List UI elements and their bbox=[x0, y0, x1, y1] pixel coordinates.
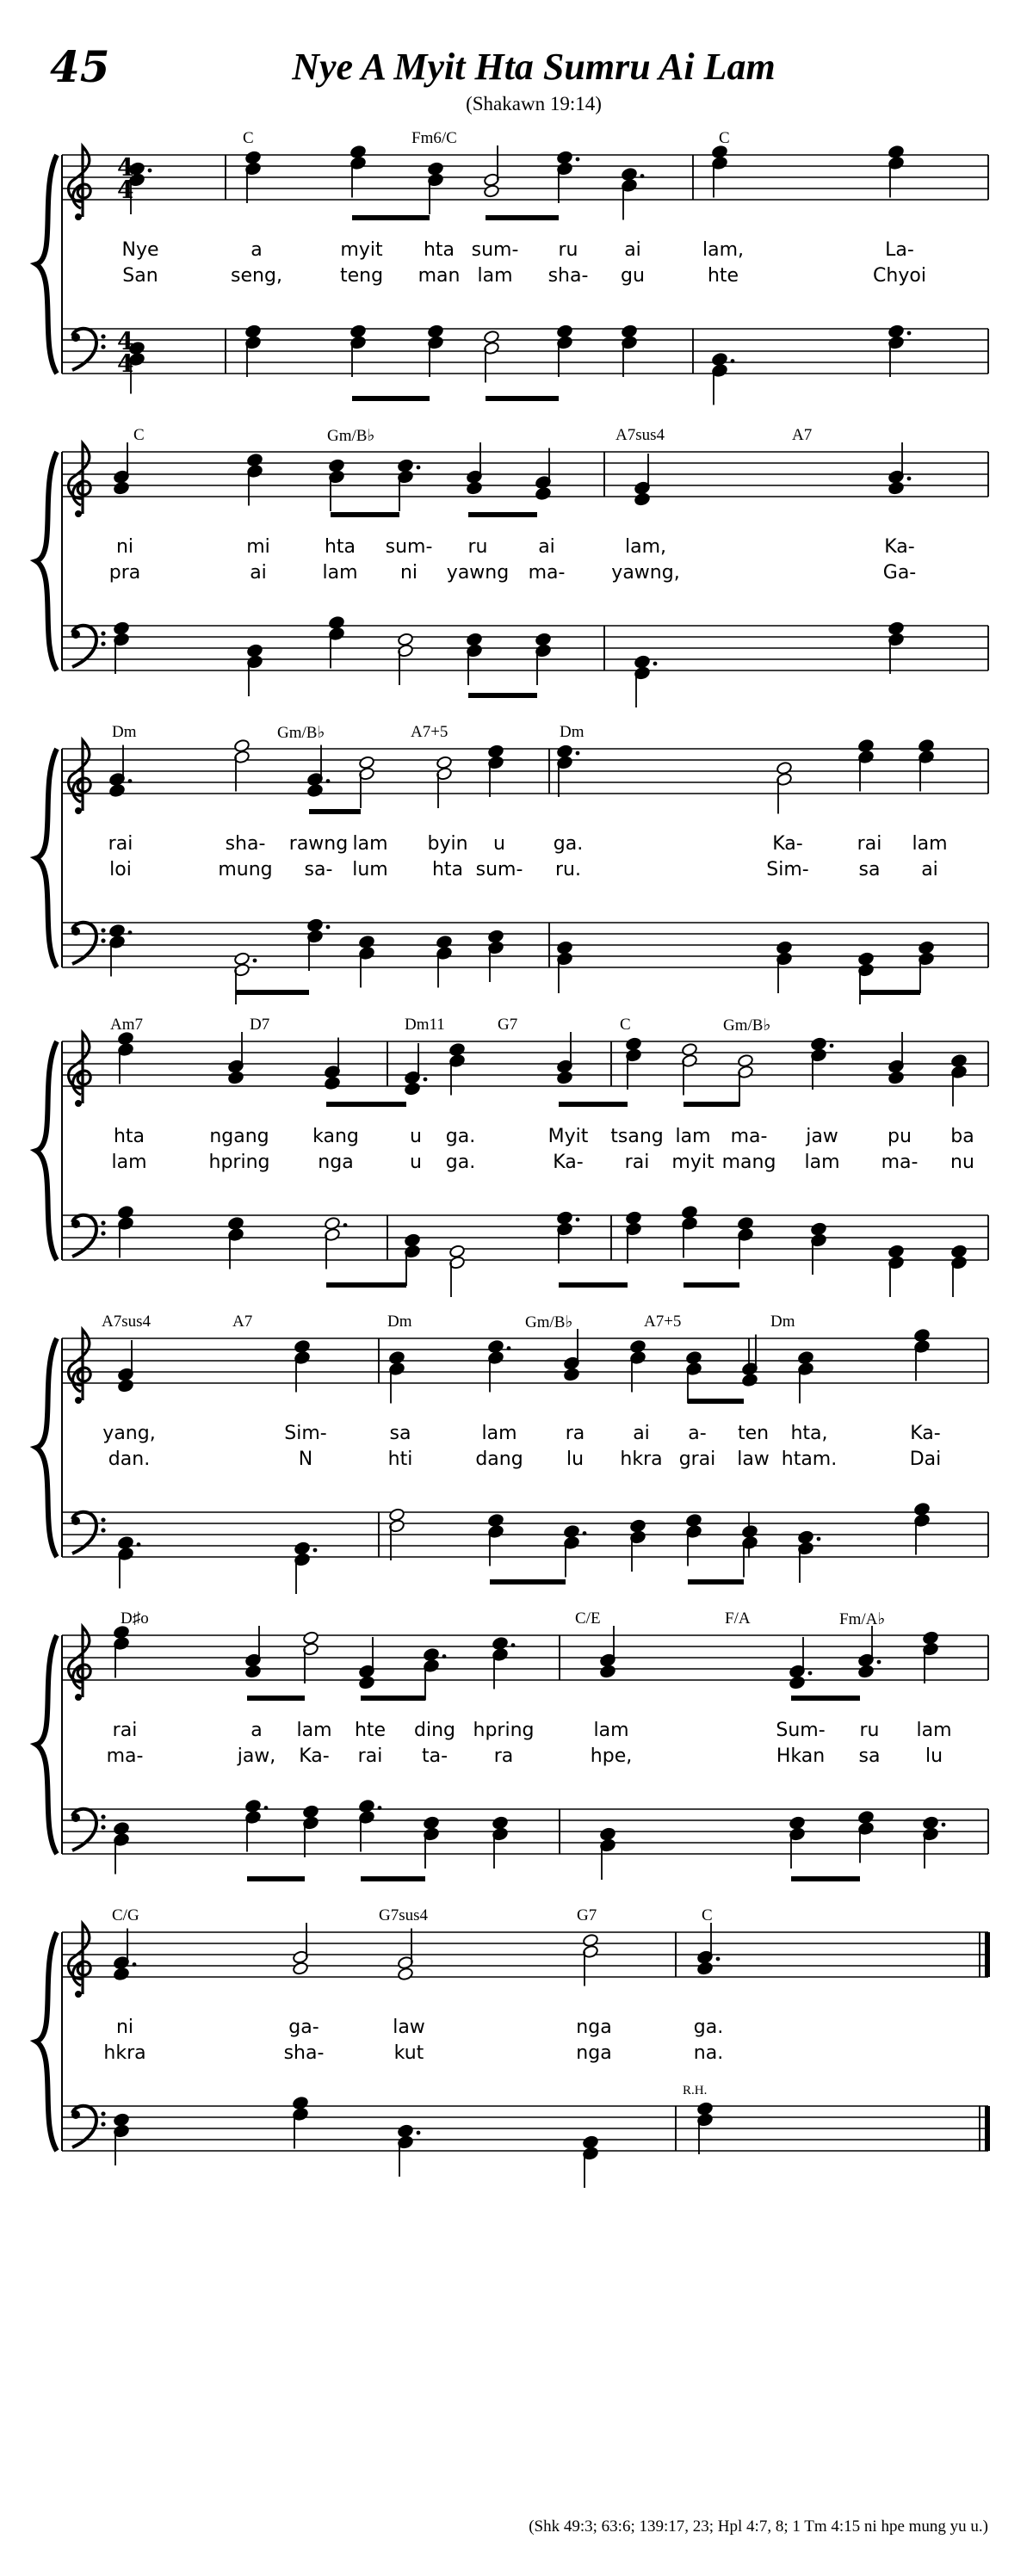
staff-system-graphic bbox=[0, 1906, 1033, 2199]
treble-clef-icon bbox=[69, 740, 91, 811]
chord-symbol: Am7 bbox=[110, 1016, 143, 1034]
lyric-syllable-verse-2: na. bbox=[693, 2042, 724, 2064]
hymn-number: 45 bbox=[50, 41, 110, 92]
lyric-syllable-verse-2: teng bbox=[339, 265, 384, 287]
lyric-syllable-verse-2: ga. bbox=[445, 1152, 476, 1173]
lyric-syllable-verse-2: mang bbox=[721, 1152, 776, 1173]
lyric-syllable-verse-1: ding bbox=[414, 1720, 455, 1741]
lyric-syllable-verse-2: lam bbox=[322, 562, 358, 584]
music-system bbox=[0, 1906, 1033, 2199]
lyric-syllable-verse-1: Ka- bbox=[884, 536, 915, 558]
lyric-syllable-verse-2: loi bbox=[109, 859, 132, 880]
system-brace-icon bbox=[36, 1041, 57, 1260]
lyric-syllable-verse-1: law bbox=[393, 2017, 425, 2038]
time-signature-digit: 4 bbox=[117, 327, 134, 355]
right-hand-marker: R.H. bbox=[683, 2084, 708, 2097]
lyric-syllable-verse-2: yawng, bbox=[611, 562, 680, 584]
lyric-syllable-verse-1: rai bbox=[108, 833, 133, 855]
lyric-syllable-verse-2: Sim- bbox=[766, 859, 809, 880]
lyric-syllable-verse-1: rai bbox=[857, 833, 882, 855]
lyric-syllable-verse-2: ma- bbox=[881, 1152, 919, 1173]
music-system bbox=[0, 129, 1033, 422]
lyric-syllable-verse-2: pra bbox=[108, 562, 141, 584]
lyric-syllable-verse-2: hkra bbox=[103, 2042, 146, 2064]
time-signature-digit: 4 bbox=[117, 176, 134, 204]
chord-symbol: C bbox=[620, 1016, 631, 1034]
lyric-syllable-verse-2: dang bbox=[475, 1449, 523, 1470]
lyric-syllable-verse-2: sa- bbox=[304, 859, 333, 880]
lyric-syllable-verse-2: ma- bbox=[106, 1745, 144, 1767]
lyric-syllable-verse-2: rai bbox=[357, 1745, 383, 1767]
lyric-syllable-verse-2: ni bbox=[399, 562, 418, 584]
lyric-syllable-verse-1: lam, bbox=[702, 239, 745, 261]
lyric-syllable-verse-1: lam bbox=[675, 1126, 711, 1147]
lyric-syllable-verse-2: kut bbox=[393, 2042, 424, 2064]
chord-symbol: C/E bbox=[575, 1609, 601, 1628]
lyric-syllable-verse-1: lam bbox=[296, 1720, 332, 1741]
chord-symbol: Dm11 bbox=[405, 1016, 445, 1034]
lyric-syllable-verse-1: hta bbox=[324, 536, 356, 558]
chord-symbol: A7+5 bbox=[411, 723, 448, 741]
chord-symbol: Gm/B♭ bbox=[525, 1313, 573, 1331]
lyric-syllable-verse-2: lam bbox=[477, 265, 513, 287]
chord-symbol: Dm bbox=[112, 723, 137, 741]
lyric-syllable-verse-2: Hkan bbox=[776, 1745, 826, 1767]
lyric-syllable-verse-1: Sim- bbox=[284, 1423, 327, 1444]
lyric-syllable-verse-1: ten bbox=[737, 1423, 770, 1444]
lyric-syllable-verse-2: hti bbox=[387, 1449, 413, 1470]
lyric-syllable-verse-2: San bbox=[122, 265, 158, 287]
lyric-syllable-verse-1: kang bbox=[312, 1126, 359, 1147]
treble-clef-icon bbox=[69, 1924, 91, 1994]
lyric-syllable-verse-1: ru bbox=[467, 536, 488, 558]
lyric-syllable-verse-1: ma- bbox=[730, 1126, 768, 1147]
chord-symbol: G7 bbox=[577, 1906, 597, 1924]
lyric-syllable-verse-2: mung bbox=[218, 859, 273, 880]
system-brace-icon bbox=[36, 1635, 57, 1854]
lyric-syllable-verse-2: seng, bbox=[231, 265, 282, 287]
footer-references: (Shk 49:3; 63:6; 139:17, 23; Hpl 4:7, 8; 1 Tm 4:15 ni hpe mung yu u.) bbox=[529, 2517, 988, 2536]
lyric-syllable-verse-1: a- bbox=[688, 1423, 707, 1444]
music-system bbox=[0, 1016, 1033, 1308]
lyric-syllable-verse-1: hta bbox=[423, 239, 455, 261]
lyric-syllable-verse-2: hta bbox=[431, 859, 464, 880]
lyric-syllable-verse-1: lam bbox=[352, 833, 388, 855]
lyric-syllable-verse-1: hta, bbox=[790, 1423, 828, 1444]
lyric-syllable-verse-2: hpring bbox=[208, 1152, 270, 1173]
staff-system-graphic bbox=[0, 1016, 1033, 1308]
lyric-syllable-verse-1: nga bbox=[576, 2017, 612, 2038]
lyric-syllable-verse-1: ngang bbox=[209, 1126, 269, 1147]
lyric-syllable-verse-1: a bbox=[251, 1720, 263, 1741]
system-brace-icon bbox=[36, 1338, 57, 1557]
lyric-syllable-verse-1: rai bbox=[112, 1720, 138, 1741]
lyric-syllable-verse-2: rai bbox=[624, 1152, 650, 1173]
lyric-syllable-verse-2: hpe, bbox=[590, 1745, 633, 1767]
lyric-syllable-verse-2: sa bbox=[858, 859, 881, 880]
lyric-syllable-verse-2: dan. bbox=[108, 1449, 151, 1470]
system-brace-icon bbox=[36, 452, 57, 670]
lyric-syllable-verse-1: mi bbox=[246, 536, 270, 558]
lyric-syllable-verse-2: hte bbox=[707, 265, 739, 287]
chord-symbol: Dm bbox=[560, 723, 585, 741]
lyric-syllable-verse-2: lam bbox=[804, 1152, 840, 1173]
chord-symbol: A7sus4 bbox=[615, 426, 665, 444]
lyric-syllable-verse-1: tsang bbox=[610, 1126, 664, 1147]
scripture-reference: (Shakawn 19:14) bbox=[466, 93, 602, 114]
lyric-syllable-verse-1: sum- bbox=[385, 536, 433, 558]
staff-system-graphic bbox=[0, 426, 1033, 719]
lyric-syllable-verse-2: yawng bbox=[446, 562, 510, 584]
lyric-syllable-verse-1: ni bbox=[115, 536, 134, 558]
lyric-syllable-verse-1: hpring bbox=[473, 1720, 535, 1741]
chord-symbol: Fm6/C bbox=[411, 129, 457, 147]
lyric-syllable-verse-1: ru bbox=[859, 1720, 880, 1741]
music-system bbox=[0, 1609, 1033, 1902]
chord-symbol: A7 bbox=[232, 1313, 253, 1331]
lyric-syllable-verse-1: La- bbox=[885, 239, 914, 261]
lyric-syllable-verse-1: ai bbox=[538, 536, 555, 558]
lyric-syllable-verse-2: Chyoi bbox=[873, 265, 926, 287]
treble-clef-icon bbox=[69, 1330, 91, 1400]
lyric-syllable-verse-2: myit bbox=[671, 1152, 714, 1173]
lyric-syllable-verse-2: nga bbox=[318, 1152, 354, 1173]
lyric-syllable-verse-2: ru. bbox=[555, 859, 581, 880]
lyric-syllable-verse-2: jaw, bbox=[237, 1745, 276, 1767]
chord-symbol: Dm bbox=[770, 1313, 795, 1331]
final-barline bbox=[985, 2106, 990, 2151]
lyric-syllable-verse-1: Myit bbox=[547, 1126, 589, 1147]
lyric-syllable-verse-1: pu bbox=[888, 1126, 912, 1147]
lyric-syllable-verse-2: ra bbox=[493, 1745, 514, 1767]
lyric-syllable-verse-1: yang, bbox=[102, 1423, 156, 1444]
lyric-syllable-verse-2: lu bbox=[925, 1745, 943, 1767]
lyric-syllable-verse-2: nga bbox=[576, 2042, 612, 2064]
lyric-syllable-verse-2: Dai bbox=[909, 1449, 942, 1470]
lyric-syllable-verse-2: ma- bbox=[528, 562, 566, 584]
treble-clef-icon bbox=[69, 146, 91, 217]
lyric-syllable-verse-2: hkra bbox=[620, 1449, 663, 1470]
lyric-syllable-verse-1: sum- bbox=[471, 239, 519, 261]
chord-symbol: Gm/B♭ bbox=[277, 724, 325, 742]
treble-clef-icon bbox=[69, 1627, 91, 1697]
treble-clef-icon bbox=[69, 443, 91, 514]
chord-symbol: D♯o bbox=[121, 1609, 149, 1628]
chord-symbol: C/G bbox=[112, 1906, 139, 1924]
lyric-syllable-verse-1: lam bbox=[481, 1423, 517, 1444]
lyric-syllable-verse-2: grai bbox=[678, 1449, 716, 1470]
chord-symbol: A7+5 bbox=[644, 1313, 682, 1331]
lyric-syllable-verse-1: ai bbox=[633, 1423, 650, 1444]
lyric-syllable-verse-1: rawng bbox=[288, 833, 349, 855]
lyric-syllable-verse-2: ai bbox=[250, 562, 267, 584]
time-signature-digit: 4 bbox=[117, 153, 134, 182]
lyric-syllable-verse-2: ai bbox=[921, 859, 938, 880]
system-brace-icon bbox=[36, 1932, 57, 2151]
lyric-syllable-verse-1: byin bbox=[427, 833, 468, 855]
final-barline bbox=[985, 1932, 990, 1977]
treble-clef-icon bbox=[69, 1033, 91, 1103]
lyric-syllable-verse-1: ru bbox=[558, 239, 578, 261]
lyric-syllable-verse-2: Ka- bbox=[299, 1745, 330, 1767]
chord-symbol: Gm/B♭ bbox=[327, 427, 375, 445]
chord-symbol: G7 bbox=[498, 1016, 518, 1034]
music-system bbox=[0, 723, 1033, 1016]
lyric-syllable-verse-1: ra bbox=[565, 1423, 585, 1444]
lyric-syllable-verse-2: Ka- bbox=[553, 1152, 584, 1173]
system-brace-icon bbox=[36, 155, 57, 374]
lyric-syllable-verse-1: lam bbox=[916, 1720, 952, 1741]
time-signature-digit: 4 bbox=[117, 349, 134, 378]
lyric-syllable-verse-1: ai bbox=[624, 239, 641, 261]
system-brace-icon bbox=[36, 749, 57, 967]
lyric-syllable-verse-2: N bbox=[298, 1449, 313, 1470]
chord-symbol: Dm bbox=[387, 1313, 412, 1331]
lyric-syllable-verse-1: hte bbox=[354, 1720, 387, 1741]
lyric-syllable-verse-2: ta- bbox=[421, 1745, 448, 1767]
chord-symbol: D7 bbox=[250, 1016, 270, 1034]
chord-symbol: C bbox=[702, 1906, 713, 1924]
lyric-syllable-verse-1: Ka- bbox=[772, 833, 803, 855]
lyric-syllable-verse-2: lam bbox=[111, 1152, 147, 1173]
lyric-syllable-verse-2: Ga- bbox=[882, 562, 917, 584]
lyric-syllable-verse-1: Nye bbox=[121, 239, 159, 261]
lyric-syllable-verse-1: ga- bbox=[288, 2017, 319, 2038]
lyric-syllable-verse-2: sha- bbox=[547, 265, 589, 287]
music-system bbox=[0, 1313, 1033, 1605]
lyric-syllable-verse-1: a bbox=[251, 239, 263, 261]
lyric-syllable-verse-2: sum- bbox=[475, 859, 523, 880]
lyric-syllable-verse-1: ni bbox=[115, 2017, 134, 2038]
chord-symbol: C bbox=[133, 426, 145, 444]
lyric-syllable-verse-2: man bbox=[418, 265, 461, 287]
lyric-syllable-verse-1: sha- bbox=[225, 833, 266, 855]
lyric-syllable-verse-2: lum bbox=[352, 859, 388, 880]
chord-symbol: C bbox=[719, 129, 730, 147]
lyric-syllable-verse-2: law bbox=[737, 1449, 770, 1470]
lyric-syllable-verse-1: lam bbox=[912, 833, 948, 855]
music-system bbox=[0, 426, 1033, 719]
chord-symbol: Fm/A♭ bbox=[839, 1610, 886, 1628]
lyric-syllable-verse-1: u bbox=[493, 833, 505, 855]
lyric-syllable-verse-2: u bbox=[410, 1152, 422, 1173]
chord-symbol: C bbox=[243, 129, 254, 147]
chord-symbol: A7sus4 bbox=[102, 1313, 152, 1331]
lyric-syllable-verse-1: lam bbox=[593, 1720, 629, 1741]
lyric-syllable-verse-2: lu bbox=[566, 1449, 585, 1470]
lyric-syllable-verse-1: Ka- bbox=[910, 1423, 941, 1444]
lyric-syllable-verse-2: sa bbox=[858, 1745, 881, 1767]
lyric-syllable-verse-1: ga. bbox=[693, 2017, 724, 2038]
chord-symbol: F/A bbox=[725, 1609, 751, 1628]
chord-symbol: Gm/B♭ bbox=[723, 1016, 771, 1035]
chord-symbol: G7sus4 bbox=[379, 1906, 429, 1924]
lyric-syllable-verse-1: myit bbox=[340, 239, 383, 261]
lyric-syllable-verse-1: u bbox=[410, 1126, 422, 1147]
lyric-syllable-verse-1: Sum- bbox=[776, 1720, 826, 1741]
lyric-syllable-verse-2: gu bbox=[621, 265, 645, 287]
lyric-syllable-verse-1: ba bbox=[950, 1126, 974, 1147]
lyric-syllable-verse-1: hta bbox=[113, 1126, 145, 1147]
lyric-syllable-verse-2: htam. bbox=[781, 1449, 838, 1470]
lyric-syllable-verse-1: jaw bbox=[806, 1126, 838, 1147]
lyric-syllable-verse-1: ga. bbox=[553, 833, 584, 855]
lyric-syllable-verse-2: sha- bbox=[283, 2042, 325, 2064]
lyric-syllable-verse-1: sa bbox=[389, 1423, 411, 1444]
hymn-title: Nye A Myit Hta Sumru Ai Lam bbox=[292, 46, 776, 88]
lyric-syllable-verse-2: nu bbox=[950, 1152, 974, 1173]
lyric-syllable-verse-1: ga. bbox=[445, 1126, 476, 1147]
chord-symbol: A7 bbox=[792, 426, 813, 444]
lyric-syllable-verse-1: lam, bbox=[624, 536, 667, 558]
